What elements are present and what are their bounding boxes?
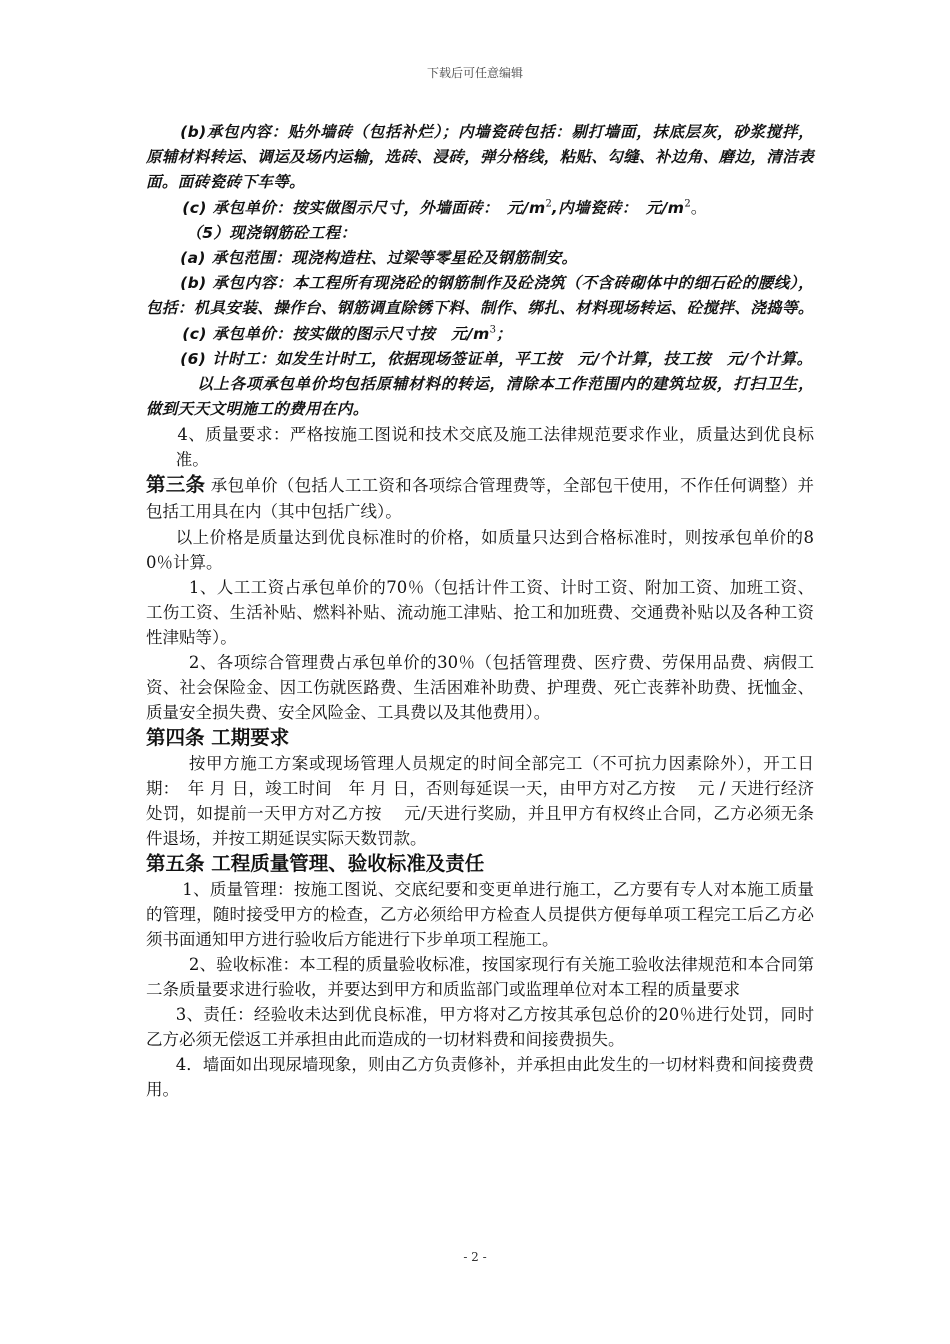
article-3-paragraph-3: 2、各项综合管理费占承包单价的30％（包括管理费、医疗费、劳保用品费、病假工资、社会保险金、因工伤就医路费、生活困难补助费、护理费、死亡丧葬补助费、抚恤金、质量安全损失费、安全风险金、工具费以及其他费用）。: [146, 653, 814, 722]
article-3-intro: 承包单价（包括人工工资和各项综合管理费等，全部包干使用，不作任何调整）并包括工用具在内（其中包括广线）。: [146, 476, 814, 521]
article-5-title: 第五条 工程质量管理、验收标准及责任: [146, 852, 485, 875]
concrete-price-text-b: ；: [496, 325, 512, 343]
paragraph-concrete-heading: （5）现浇钢筋砼工程：: [186, 224, 357, 242]
article-5-paragraph-1: 1、质量管理：按施工图说、交底纪要和变更单进行施工，乙方要有专人对本施工质量的管理，随时接受甲方的检查，乙方必须给甲方检查人员提供方便每单项工程完工后乙方必须书面通知甲方进行验收后方能进行下步单项工程施工。: [146, 880, 814, 949]
tile-price-text-a: (c) 承包单价：按实做图示尺寸，外墙面砖： 元/m: [182, 199, 546, 217]
paragraph-concrete-price: [146, 321, 814, 347]
tile-price-sup-2: 2: [684, 198, 691, 210]
article-3: [146, 472, 814, 525]
tile-price-text-b: ,内墙瓷砖： 元/m: [551, 199, 685, 217]
page-number: - 2 -: [463, 1250, 487, 1264]
paragraph-hourly-work: (6) 计时工：如发生计时工，依据现场签证单，平工按 元/个计算，技工按 元/个计算。: [180, 350, 813, 368]
header-note: 下载后可任意编辑: [426, 66, 523, 80]
concrete-price-sup: 3: [489, 324, 497, 336]
article-3-paragraph-2: 1、人工工资占承包单价的70％（包括计件工资、计时工资、附加工资、加班工资、工伤工资、生活补贴、燃料补贴、流动施工津贴、抢工和加班费、交通费补贴以及各种工资性津贴等）。: [146, 578, 814, 647]
paragraph-tile-price: [146, 195, 814, 221]
article-4-paragraph-1: 按甲方施工方案或现场管理人员规定的时间全部完工（不可抗力因素除外），开工日期： 年 月 日，竣工时间 年 月 日，否则每延误一天，由甲方对乙方按 元 / 天进行经济处罚，如提前一天甲方对乙方按 元/天进行奖励，并且甲方有权终止合同，乙方必须无条件退场，并按工期延误实际天数罚款。: [146, 754, 814, 848]
article-3-paragraph-1: 以上价格是质量达到优良标准时的价格，如质量只达到合格标准时，则按承包单价的80％计算。: [146, 528, 814, 572]
article-5-paragraph-4: 4．墙面如出现尿墙现象，则由乙方负责修补，并承担由此发生的一切材料费和间接费费用。: [146, 1055, 814, 1099]
paragraph-unit-price-includes: 以上各项承包单价均包括原辅材料的转运，清除本工作范围内的建筑垃圾，打扫卫生，做到天天文明施工的费用在内。: [146, 375, 814, 418]
article-3-title: 第三条: [146, 473, 206, 496]
tile-price-text-c: 。: [690, 198, 708, 217]
paragraph-quality-requirement: 4、质量要求：严格按施工图说和技术交底及施工法律规范要求作业，质量达到优良标准。: [175, 425, 814, 469]
article-4-title: 第四条 工期要求: [146, 726, 290, 749]
paragraph-tile-content: (b)承包内容：贴外墙砖（包括补烂）；内墙瓷砖包括：剔打墙面，抹底层灰，砂浆搅拌，原辅材料转运、调运及场内运输，选砖、浸砖，弹分格线，粘贴、勾缝、补边角、磨边，清洁表面。面砖瓷砖下车等。: [146, 123, 814, 191]
paragraph-concrete-content: (b) 承包内容：本工程所有现浇砼的钢筋制作及砼浇筑（不含砖砌体中的细石砼的腰线），包括：机具安装、操作台、钢筋调直除锈下料、制作、绑扎、材料现场转运、砼搅拌、浇捣等。: [146, 274, 814, 317]
document-body: [146, 120, 814, 1102]
tile-price-sup-1: 2: [545, 198, 552, 210]
article-5-paragraph-3: 3、责任：经验收未达到优良标准，甲方将对乙方按其承包总价的20％进行处罚，同时乙方必须无偿返工并承担由此而造成的一切材料费和间接费损失。: [146, 1005, 814, 1049]
concrete-price-text-a: (c) 承包单价：按实做的图示尺寸按 元/m: [182, 325, 490, 343]
paragraph-concrete-scope: (a) 承包范围：现浇构造柱、过梁等零星砼及钢筋制安。: [180, 249, 578, 267]
article-5-paragraph-2: 2、验收标准：本工程的质量验收标准，按国家现行有关施工验收法律规范和本合同第二条质量要求进行验收，并要达到甲方和质监部门或监理单位对本工程的质量要求: [146, 955, 814, 999]
